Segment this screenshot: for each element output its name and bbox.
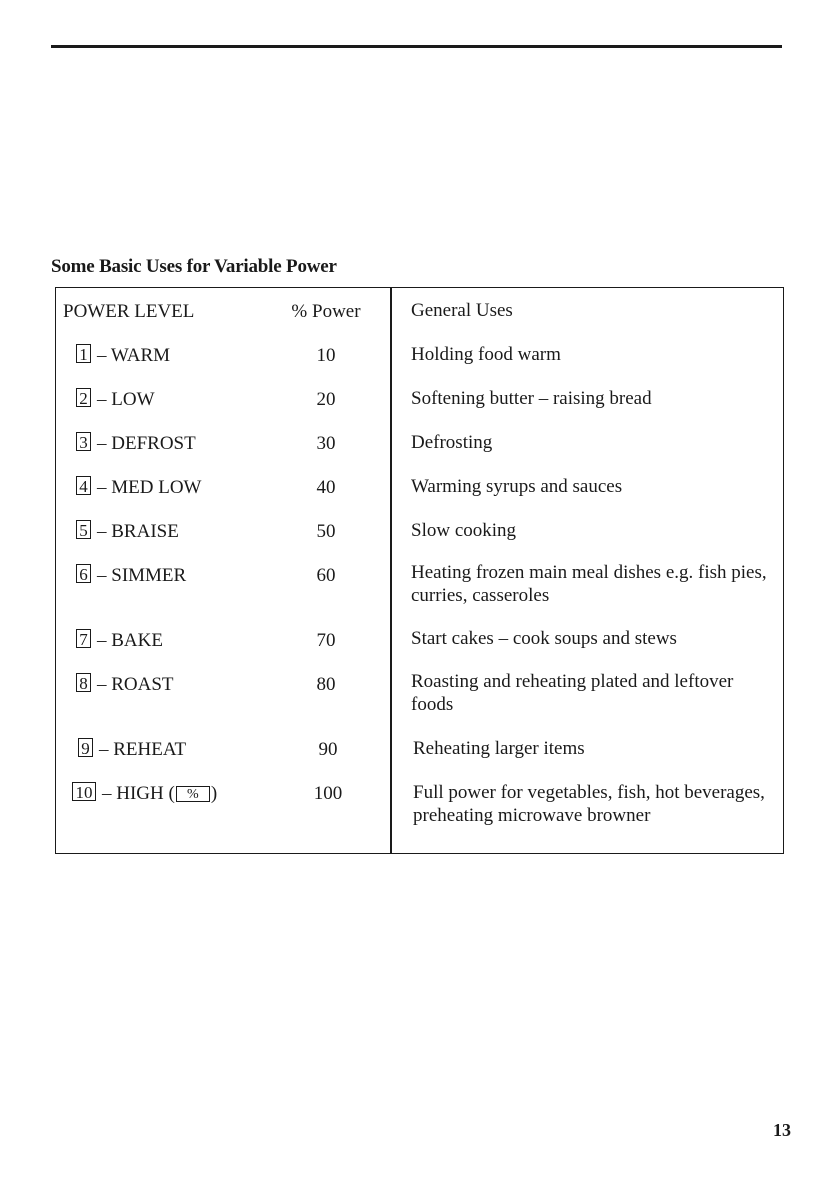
top-rule (51, 45, 782, 48)
table-row-level-4 (76, 476, 201, 499)
power-level-label: – BAKE (97, 630, 163, 651)
table-row-use-9: Reheating larger items (413, 738, 585, 759)
table-row-use-1: Holding food warm (411, 344, 561, 365)
table-row-use-3: Defrosting (411, 432, 493, 453)
table-row-use-4: Warming syrups and sauces (411, 476, 623, 497)
power-key: 4 (76, 476, 91, 495)
power-level-label: – REHEAT (99, 739, 187, 760)
table-row-use-2: Softening butter – raising bread (411, 388, 652, 409)
table-row-level-3 (76, 432, 196, 455)
power-key: 3 (76, 432, 91, 451)
power-level-label: – ROAST (97, 674, 174, 695)
table-row-use-6: Heating frozen main meal dishes e.g. fish pies, curries, casseroles (411, 562, 767, 606)
page-title: Some Basic Uses for Variable Power (51, 256, 337, 277)
header-power-level: POWER LEVEL (63, 301, 195, 322)
power-key: 2 (76, 388, 91, 407)
table-row-level-10 (72, 782, 217, 805)
column-divider (390, 287, 392, 854)
page-number: 13 (773, 1120, 791, 1140)
table-row-level-8 (76, 673, 174, 696)
table-row-level-1 (76, 344, 170, 367)
power-key: 9 (78, 738, 93, 757)
power-key: 6 (76, 564, 91, 583)
header-general-uses: General Uses (411, 300, 513, 321)
power-key: 7 (76, 629, 91, 648)
table-row-power-4: 40 (316, 477, 336, 498)
table-row-power-7: 70 (316, 630, 336, 651)
power-level-label: – SIMMER (97, 565, 187, 586)
power-level-label: – MED LOW (97, 477, 202, 498)
table-row-use-10: Full power for vegetables, fish, hot beverages, preheating microwave browner (413, 782, 765, 826)
power-key: 1 (76, 344, 91, 363)
power-level-label: – LOW (97, 389, 155, 410)
power-level-label: – WARM (97, 345, 171, 366)
table-row-power-5: 50 (316, 521, 336, 542)
table-row-level-2 (76, 388, 155, 411)
table-row-level-6 (76, 564, 186, 587)
table-row-use-7: Start cakes – cook soups and stews (411, 628, 677, 649)
power-key: 5 (76, 520, 91, 539)
table-row-power-1: 10 (316, 345, 336, 366)
power-level-label: – HIGH ( (102, 783, 175, 804)
table-row-power-2: 20 (316, 389, 336, 410)
table-row-power-3: 30 (316, 433, 336, 454)
power-key: 10 (72, 782, 96, 801)
table-row-power-10: 100 (313, 783, 343, 804)
table-row-use-5: Slow cooking (411, 520, 517, 541)
table-row-level-5 (76, 520, 179, 543)
header-percent-power: % Power (291, 301, 361, 322)
percent-key-icon: % (176, 786, 210, 802)
power-level-label-end: ) (210, 783, 218, 804)
table-row-power-6: 60 (316, 565, 336, 586)
table-row-level-9 (78, 738, 186, 761)
table-row-power-8: 80 (316, 674, 336, 695)
power-level-label: – DEFROST (97, 433, 196, 454)
table-row-use-8: Roasting and reheating plated and leftover foods (411, 671, 734, 715)
table-row-level-7 (76, 629, 163, 652)
power-level-label: – BRAISE (97, 521, 179, 542)
power-key: 8 (76, 673, 91, 692)
table-row-power-9: 90 (318, 739, 338, 760)
